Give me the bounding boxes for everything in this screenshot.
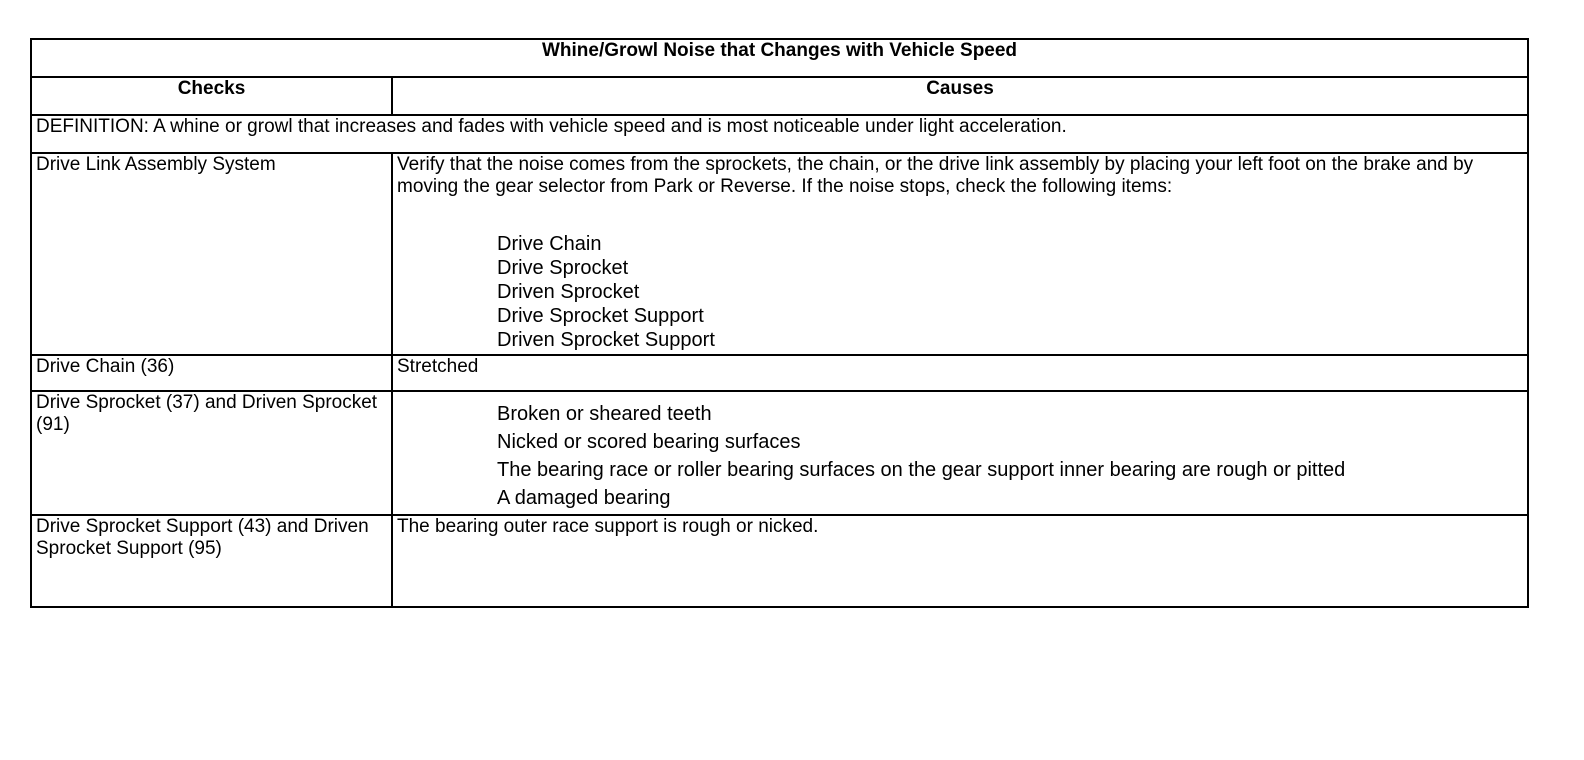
definition-text: DEFINITION: A whine or growl that increases and fades with vehicle speed and is most noticeable under light acceleration.: [31, 115, 1528, 153]
check-cell: Drive Sprocket Support (43) and Driven Sprocket Support (95): [31, 515, 392, 607]
table-row: [31, 153, 1528, 355]
list-item: The bearing race or roller bearing surfaces on the gear support inner bearing are rough or pitted: [497, 459, 1346, 481]
table-title-row: [31, 39, 1528, 77]
check-item-list: [397, 232, 1523, 354]
list-item: Drive Chain: [497, 233, 602, 255]
cause-item-list: [397, 400, 1523, 514]
column-header-causes: Causes: [392, 77, 1528, 115]
cause-cell: Stretched: [392, 355, 1528, 391]
check-cell: Drive Sprocket (37) and Driven Sprocket (91): [31, 391, 392, 515]
table-row: [31, 391, 1528, 515]
list-item: Driven Sprocket Support: [497, 329, 715, 351]
diagnosis-table: [30, 38, 1529, 608]
list-item: A damaged bearing: [497, 487, 671, 509]
table-row: [31, 515, 1528, 607]
table-row: [31, 355, 1528, 391]
list-item: Broken or sheared teeth: [497, 403, 712, 425]
column-header-checks: Checks: [31, 77, 392, 115]
table-header-row: [31, 77, 1528, 115]
cause-text: Verify that the noise comes from the sprockets, the chain, or the drive link assembly by placing your left foot on the brake and by moving the gear selector from Park or Reverse. If the noise stops, check the following items:: [397, 154, 1474, 197]
list-item: Driven Sprocket: [497, 281, 640, 303]
list-item: Drive Sprocket: [497, 257, 629, 279]
check-cell: Drive Chain (36): [31, 355, 392, 391]
table-title: Whine/Growl Noise that Changes with Vehicle Speed: [31, 39, 1528, 77]
cause-cell: [392, 391, 1528, 515]
cause-cell: [392, 153, 1528, 355]
cause-cell: The bearing outer race support is rough or nicked.: [392, 515, 1528, 607]
definition-row: [31, 115, 1528, 153]
list-item: Nicked or scored bearing surfaces: [497, 431, 801, 453]
check-cell: Drive Link Assembly System: [31, 153, 392, 355]
list-item: Drive Sprocket Support: [497, 305, 704, 327]
